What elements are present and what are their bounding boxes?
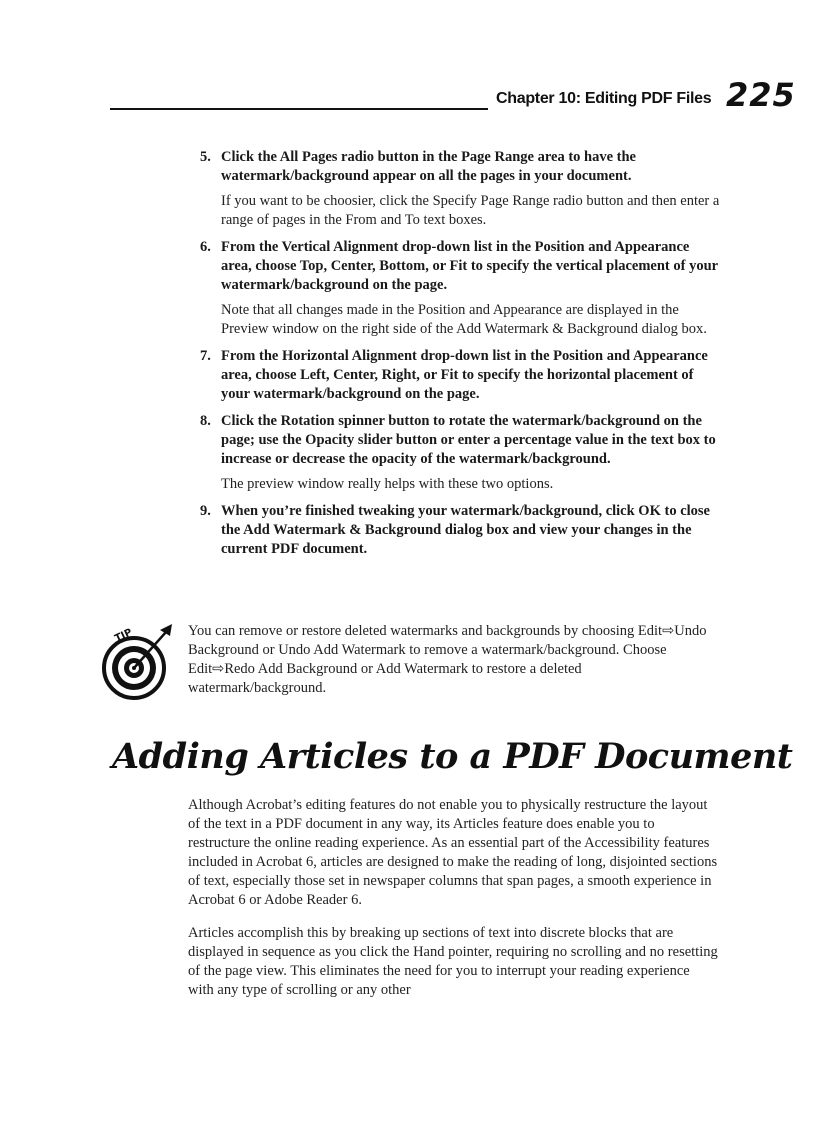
step-note: Note that all changes made in the Position and Appearance are displayed in the Preview window on the right side of the Add Watermark & Background dialog box.	[221, 302, 707, 337]
section-heading: Adding Articles to a PDF Document	[112, 736, 793, 777]
step-note: If you want to be choosier, click the Specify Page Range radio button and then enter a range of pages in the From and To text boxes.	[221, 193, 720, 228]
step-note: The preview window really helps with these two options.	[221, 476, 554, 492]
step-number: 6.	[200, 239, 211, 255]
step-number: 8.	[200, 413, 211, 429]
step-item	[200, 412, 720, 494]
step-number: 5.	[200, 149, 211, 165]
tip-box	[100, 622, 720, 722]
steps-list	[200, 148, 720, 567]
step-number: 7.	[200, 348, 211, 364]
step-instruction: From the Horizontal Alignment drop-down list in the Position and Appearance area, choose Left, Center, Right, or Fit to specify the horizontal placement of your watermark/background on the page.	[221, 348, 708, 402]
tip-target-icon	[100, 622, 180, 702]
step-instruction: When you’re finished tweaking your watermark/background, click OK to close the Add Watermark & Background dialog box and view your changes in the current PDF document.	[221, 503, 710, 557]
chapter-title: Chapter 10: Editing PDF Files	[496, 90, 712, 107]
tip-icon-label: TIP	[113, 627, 135, 645]
header-rule	[110, 108, 488, 110]
page-number: 225	[726, 76, 796, 114]
step-instruction: From the Vertical Alignment drop-down list in the Position and Appearance area, choose Top, Center, Bottom, or Fit to specify the vertical placement of your watermark/background on the page.	[221, 239, 718, 293]
step-item	[200, 238, 720, 339]
step-number: 9.	[200, 503, 211, 519]
step-instruction: Click the Rotation spinner button to rotate the watermark/background on the page; use the Opacity slider button or enter a percentage value in the text box to increase or decrease the opacity of the watermark/background.	[221, 413, 716, 467]
step-instruction: Click the All Pages radio button in the Page Range area to have the watermark/background appear on all the pages in your document.	[221, 149, 636, 184]
running-header	[110, 76, 796, 116]
step-item	[200, 502, 720, 559]
tip-text: You can remove or restore deleted watermarks and backgrounds by choosing Edit⇨Undo Background or Undo Add Watermark to remove a watermark/background. Choose Edit⇨Redo Add Background or Add Watermark to restore a deleted watermark/background.	[188, 623, 707, 696]
step-item	[200, 148, 720, 230]
body-paragraph: Although Acrobat’s editing features do not enable you to physically restructure the layout of the text in a PDF document in any way, its Articles feature does enable you to restructure the online reading experience. As an essential part of the Accessibility features included in Acrobat 6, articles are designed to make the reading of long, disjointed sections of text, especially those set in newspaper columns that span pages, a smooth experience in Acrobat 6 or Adobe Reader 6.	[188, 797, 718, 908]
step-item	[200, 347, 720, 404]
body-paragraph: Articles accomplish this by breaking up sections of text into discrete blocks that are displayed in sequence as you click the Hand pointer, requiring no scrolling and no resetting of the page view. This eliminates the need for you to interrupt your reading experience with any type of scrolling or any other	[188, 925, 718, 998]
section-body	[188, 796, 718, 1014]
